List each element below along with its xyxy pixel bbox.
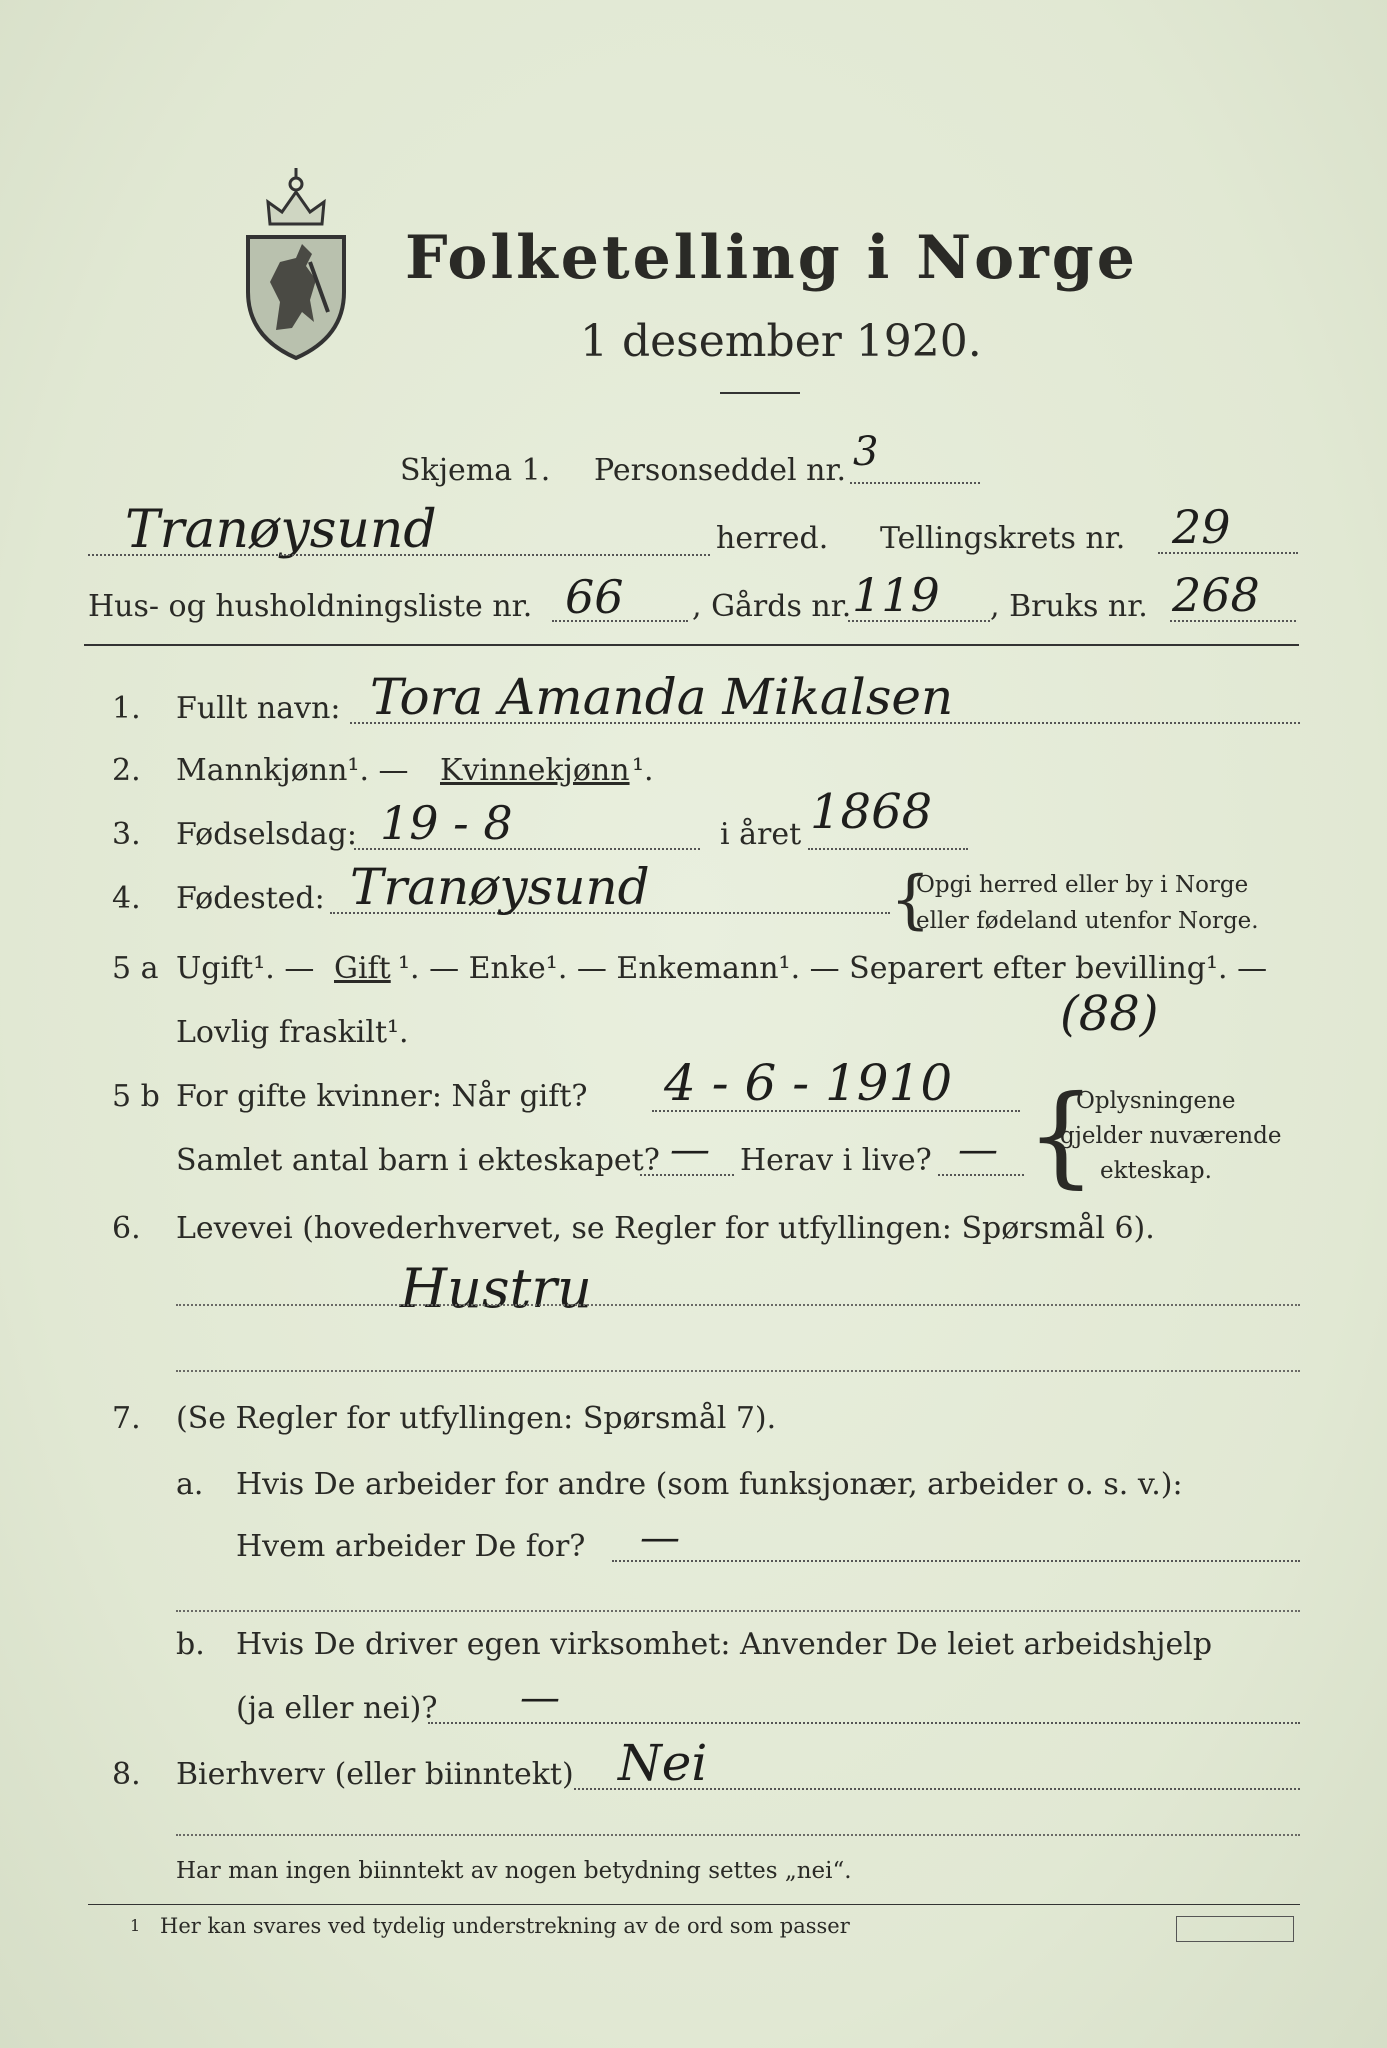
bruks-label: , Bruks nr.: [990, 589, 1148, 624]
title-divider: [720, 392, 800, 394]
side-income-note: Har man ingen biinntekt av nogen betydning settes „nei“.: [176, 1858, 852, 1884]
married-when-value: 4 - 6 - 1910: [664, 1054, 953, 1112]
marriage-brace-left: {: [1026, 1071, 1096, 1199]
marriage-note-3: ekteskap.: [1100, 1158, 1212, 1184]
married-when-label: For gifte kvinner: Når gift?: [176, 1079, 588, 1114]
children-alive-label: Herav i live?: [740, 1143, 932, 1178]
divorced-option: Lovlig fraskilt¹.: [176, 1015, 409, 1050]
employer-value: —: [640, 1515, 680, 1561]
children-label: Samlet antal barn i ekteskapet?: [176, 1143, 660, 1178]
children-alive-value: —: [958, 1127, 998, 1173]
q6-number: 6.: [112, 1211, 141, 1246]
q5a-number: 5 a: [112, 951, 159, 986]
birthday-value: 19 - 8: [380, 796, 513, 850]
q7b-letter: b.: [176, 1627, 205, 1662]
occupation-label: Levevei (hovederhvervet, se Regler for utfyllingen: Spørsmål 6).: [176, 1211, 1155, 1246]
male-option: Mannkjønn¹. —: [176, 753, 409, 788]
marital-annotation: (88): [1060, 986, 1159, 1042]
birthplace-note-1: Opgi herred eller by i Norge: [916, 872, 1249, 898]
tellingskrets-value: 29: [1172, 500, 1231, 554]
census-date: 1 desember 1920.: [580, 316, 982, 367]
birthday-label: Fødselsdag:: [176, 817, 357, 852]
q2-number: 2.: [112, 753, 141, 788]
q7b-text: Hvis De driver egen virksomhet: Anvender De leiet arbeidshjelp: [236, 1627, 1213, 1662]
q1-number: 1.: [112, 691, 141, 726]
tellingskrets-label: Tellingskrets nr.: [880, 521, 1126, 556]
birthplace-note-2: eller fødeland utenfor Norge.: [916, 908, 1259, 934]
side-income-label: Bierhverv (eller biinntekt): [176, 1757, 574, 1792]
female-option-sup: ¹.: [632, 753, 654, 788]
married-option: Gift: [334, 951, 391, 986]
personseddel-value: 3: [853, 429, 879, 475]
section-divider: [84, 644, 1299, 646]
q7-number: 7.: [112, 1401, 141, 1436]
gards-label: , Gårds nr.: [692, 589, 852, 624]
unmarried-option: Ugift¹. —: [176, 951, 315, 986]
printer-stamp: [1176, 1916, 1294, 1942]
bruks-value: 268: [1172, 568, 1260, 622]
footnote-divider: [88, 1904, 1300, 1905]
side-income-value: Nei: [618, 1734, 708, 1792]
footnote-number: 1: [130, 1916, 141, 1935]
occupation-value: Hustru: [400, 1257, 592, 1320]
birthplace-label: Fødested:: [176, 881, 325, 916]
q4-number: 4.: [112, 881, 141, 916]
q5b-number: 5 b: [112, 1079, 160, 1114]
birth-year-value: 1868: [810, 784, 933, 840]
hired-help-label: (ja eller nei)?: [236, 1691, 438, 1726]
personseddel-label: Personseddel nr.: [594, 453, 847, 488]
skjema-label: Skjema 1.: [400, 453, 551, 488]
birthplace-brace: {: [890, 863, 931, 937]
herred-label: herred.: [716, 521, 829, 556]
birth-year-label: i året: [720, 817, 802, 852]
q7-label: (Se Regler for utfyllingen: Spørsmål 7).: [176, 1401, 777, 1436]
q7a-letter: a.: [176, 1467, 204, 1502]
marriage-note-1: Oplysningene: [1076, 1088, 1236, 1114]
herred-value: Tranøysund: [125, 500, 437, 560]
children-value: —: [670, 1127, 710, 1173]
marriage-note-2: gjelder nuværende: [1060, 1123, 1282, 1149]
full-name-value: Tora Amanda Mikalsen: [370, 668, 954, 726]
full-name-label: Fullt navn:: [176, 691, 341, 726]
q8-number: 8.: [112, 1757, 141, 1792]
hus-value: 66: [565, 570, 624, 624]
female-option: Kvinnekjønn: [440, 753, 630, 788]
coat-of-arms-icon: [240, 162, 352, 362]
marital-other-options: ¹. — Enke¹. — Enkemann¹. — Separert efter bevilling¹. —: [398, 951, 1268, 986]
q3-number: 3.: [112, 817, 141, 852]
hus-label: Hus- og husholdningsliste nr.: [88, 589, 533, 624]
gards-value: 119: [852, 568, 940, 622]
hired-help-value: —: [520, 1675, 560, 1721]
birthplace-value: Tranøysund: [350, 858, 650, 916]
q7a-text: Hvis De arbeider for andre (som funksjonær, arbeider o. s. v.):: [236, 1467, 1183, 1502]
footnote-text: Her kan svares ved tydelig understrekning av de ord som passer: [160, 1914, 850, 1938]
form-title: Folketelling i Norge: [405, 223, 1138, 293]
employer-label: Hvem arbeider De for?: [236, 1529, 586, 1564]
